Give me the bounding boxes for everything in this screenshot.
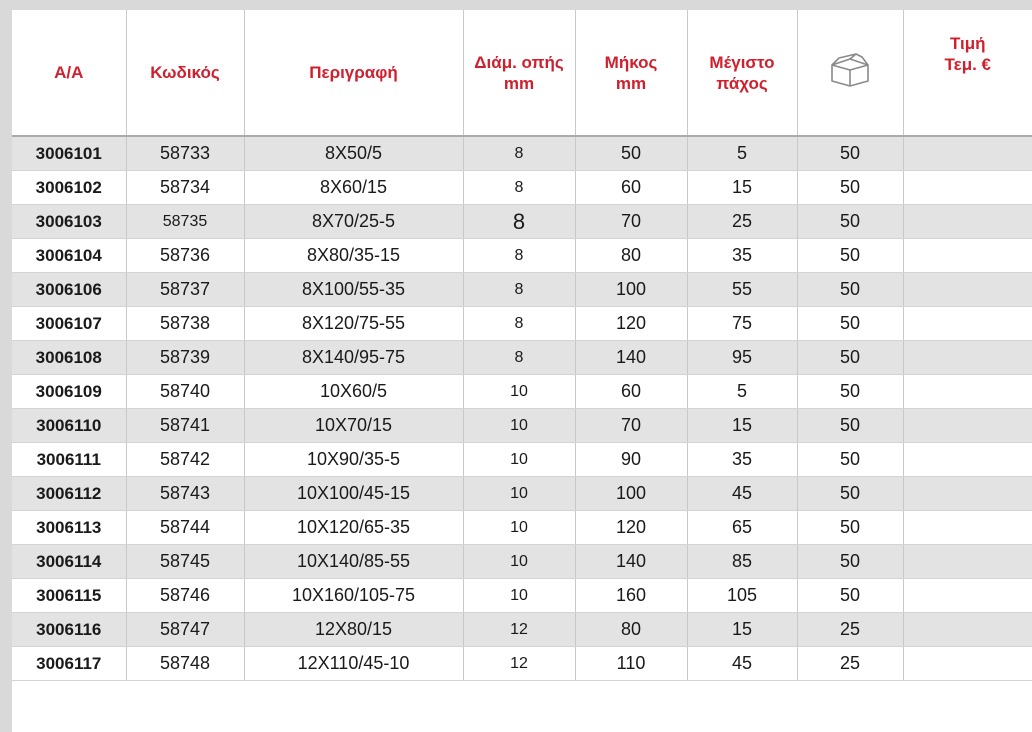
cell-length: 70 [575, 409, 687, 443]
header-length-line1: Μήκος [604, 52, 658, 72]
cell-price [903, 511, 1032, 545]
table-row [12, 443, 1032, 477]
cell-price [903, 443, 1032, 477]
header-price-line2: Τεμ. € [944, 55, 991, 74]
cell-hole-diameter: 8 [463, 205, 575, 239]
cell-description: 12X80/15 [244, 613, 463, 647]
cell-code: 58745 [126, 545, 244, 579]
cell-length: 100 [575, 477, 687, 511]
header-hole-line2: mm [503, 73, 535, 93]
header-price-line1: Τιμή [949, 34, 986, 53]
cell-package: 50 [797, 171, 903, 205]
cell-code: 58737 [126, 273, 244, 307]
table-row [12, 239, 1032, 273]
cell-hole-diameter: 10 [463, 375, 575, 409]
header-package [797, 10, 903, 136]
cell-length: 90 [575, 443, 687, 477]
cell-description: 8X50/5 [244, 136, 463, 171]
cell-length: 160 [575, 579, 687, 613]
cell-description: 10X70/15 [244, 409, 463, 443]
cell-max-thickness: 55 [687, 273, 797, 307]
cell-description: 10X160/105-75 [244, 579, 463, 613]
cell-max-thickness: 105 [687, 579, 797, 613]
cell-description: 8X120/75-55 [244, 307, 463, 341]
header-hole-line1: Διάμ. οπής [474, 52, 564, 72]
cell-package: 25 [797, 613, 903, 647]
cell-aa: 3006111 [12, 443, 126, 477]
cell-hole-diameter: 8 [463, 307, 575, 341]
cell-max-thickness: 25 [687, 205, 797, 239]
cell-aa: 3006114 [12, 545, 126, 579]
cell-length: 120 [575, 511, 687, 545]
cell-hole-diameter: 12 [463, 613, 575, 647]
cell-code: 58738 [126, 307, 244, 341]
table-row [12, 477, 1032, 511]
cell-code: 58740 [126, 375, 244, 409]
cell-length: 70 [575, 205, 687, 239]
cell-price [903, 613, 1032, 647]
cell-hole-diameter: 10 [463, 579, 575, 613]
cell-package: 50 [797, 307, 903, 341]
cell-package: 50 [797, 409, 903, 443]
header-code-label: Κωδικός [150, 63, 220, 82]
cell-price [903, 341, 1032, 375]
cell-aa: 3006103 [12, 205, 126, 239]
table-row [12, 545, 1032, 579]
cell-package: 50 [797, 579, 903, 613]
header-thickness-line1: Μέγιστο [709, 52, 775, 72]
cell-code: 58747 [126, 613, 244, 647]
cell-price [903, 307, 1032, 341]
cell-package: 50 [797, 136, 903, 171]
table-row [12, 409, 1032, 443]
header-description-label: Περιγραφή [309, 63, 398, 82]
header-max-thickness [687, 10, 797, 136]
cell-package: 50 [797, 273, 903, 307]
cell-hole-diameter: 10 [463, 545, 575, 579]
cell-price [903, 273, 1032, 307]
cell-hole-diameter: 10 [463, 443, 575, 477]
header-aa [12, 10, 126, 136]
cell-max-thickness: 15 [687, 613, 797, 647]
table-row [12, 341, 1032, 375]
cell-code: 58746 [126, 579, 244, 613]
cell-code: 58748 [126, 647, 244, 681]
cell-description: 10X60/5 [244, 375, 463, 409]
cell-hole-diameter: 8 [463, 171, 575, 205]
table-row [12, 136, 1032, 171]
cell-package: 50 [797, 545, 903, 579]
cell-length: 80 [575, 613, 687, 647]
cell-package: 25 [797, 647, 903, 681]
table-row [12, 647, 1032, 681]
cell-aa: 3006112 [12, 477, 126, 511]
cell-aa: 3006107 [12, 307, 126, 341]
cell-aa: 3006113 [12, 511, 126, 545]
cell-description: 10X140/85-55 [244, 545, 463, 579]
cell-price [903, 136, 1032, 171]
cell-code: 58736 [126, 239, 244, 273]
table-row [12, 511, 1032, 545]
cell-description: 8X60/15 [244, 171, 463, 205]
cell-code: 58742 [126, 443, 244, 477]
cell-aa: 3006106 [12, 273, 126, 307]
header-length-line2: mm [615, 73, 647, 93]
table-header-row [12, 10, 1032, 136]
cell-code: 58735 [126, 205, 244, 239]
cell-hole-diameter: 12 [463, 647, 575, 681]
table-row [12, 613, 1032, 647]
cell-description: 10X120/65-35 [244, 511, 463, 545]
cell-hole-diameter: 8 [463, 136, 575, 171]
cell-length: 100 [575, 273, 687, 307]
cell-price [903, 171, 1032, 205]
cell-hole-diameter: 8 [463, 273, 575, 307]
cell-price [903, 239, 1032, 273]
cell-description: 8X70/25-5 [244, 205, 463, 239]
cell-max-thickness: 5 [687, 375, 797, 409]
header-code [126, 10, 244, 136]
cell-price [903, 375, 1032, 409]
cell-length: 60 [575, 171, 687, 205]
cell-length: 80 [575, 239, 687, 273]
header-hole-diameter [463, 10, 575, 136]
cell-hole-diameter: 10 [463, 511, 575, 545]
cell-max-thickness: 45 [687, 647, 797, 681]
cell-length: 50 [575, 136, 687, 171]
cell-max-thickness: 5 [687, 136, 797, 171]
cell-code: 58733 [126, 136, 244, 171]
header-thickness-line2: πάχος [716, 73, 768, 93]
cell-package: 50 [797, 477, 903, 511]
table-row [12, 171, 1032, 205]
table-row [12, 375, 1032, 409]
cell-description: 10X100/45-15 [244, 477, 463, 511]
cell-length: 140 [575, 545, 687, 579]
cell-length: 60 [575, 375, 687, 409]
cell-code: 58734 [126, 171, 244, 205]
cell-code: 58739 [126, 341, 244, 375]
cell-length: 140 [575, 341, 687, 375]
table-row [12, 205, 1032, 239]
cell-code: 58743 [126, 477, 244, 511]
cell-aa: 3006116 [12, 613, 126, 647]
cell-max-thickness: 95 [687, 341, 797, 375]
cell-description: 12X110/45-10 [244, 647, 463, 681]
cell-aa: 3006104 [12, 239, 126, 273]
cell-description: 8X100/55-35 [244, 273, 463, 307]
cell-price [903, 545, 1032, 579]
cell-package: 50 [797, 511, 903, 545]
product-table [12, 10, 1032, 681]
cell-code: 58741 [126, 409, 244, 443]
cell-hole-diameter: 10 [463, 409, 575, 443]
cell-description: 8X80/35-15 [244, 239, 463, 273]
cell-aa: 3006102 [12, 171, 126, 205]
cell-max-thickness: 65 [687, 511, 797, 545]
cell-price [903, 477, 1032, 511]
cell-aa: 3006101 [12, 136, 126, 171]
cell-aa: 3006108 [12, 341, 126, 375]
cell-code: 58744 [126, 511, 244, 545]
cell-package: 50 [797, 205, 903, 239]
cell-package: 50 [797, 443, 903, 477]
cell-package: 50 [797, 239, 903, 273]
table-row [12, 273, 1032, 307]
cell-price [903, 579, 1032, 613]
table-row [12, 307, 1032, 341]
header-price [903, 10, 1032, 136]
cell-hole-diameter: 8 [463, 341, 575, 375]
cell-package: 50 [797, 375, 903, 409]
cell-max-thickness: 15 [687, 409, 797, 443]
cell-max-thickness: 35 [687, 239, 797, 273]
header-description [244, 10, 463, 136]
cell-price [903, 647, 1032, 681]
cell-description: 8X140/95-75 [244, 341, 463, 375]
cell-length: 110 [575, 647, 687, 681]
cell-max-thickness: 35 [687, 443, 797, 477]
cell-aa: 3006109 [12, 375, 126, 409]
cell-hole-diameter: 10 [463, 477, 575, 511]
cell-max-thickness: 45 [687, 477, 797, 511]
box-icon [828, 53, 872, 87]
header-aa-label: Α/Α [54, 63, 84, 82]
cell-hole-diameter: 8 [463, 239, 575, 273]
cell-max-thickness: 85 [687, 545, 797, 579]
cell-aa: 3006117 [12, 647, 126, 681]
table-row [12, 579, 1032, 613]
cell-price [903, 205, 1032, 239]
cell-aa: 3006110 [12, 409, 126, 443]
cell-max-thickness: 75 [687, 307, 797, 341]
cell-length: 120 [575, 307, 687, 341]
cell-description: 10X90/35-5 [244, 443, 463, 477]
header-length [575, 10, 687, 136]
cell-package: 50 [797, 341, 903, 375]
cell-price [903, 409, 1032, 443]
cell-max-thickness: 15 [687, 171, 797, 205]
cell-aa: 3006115 [12, 579, 126, 613]
